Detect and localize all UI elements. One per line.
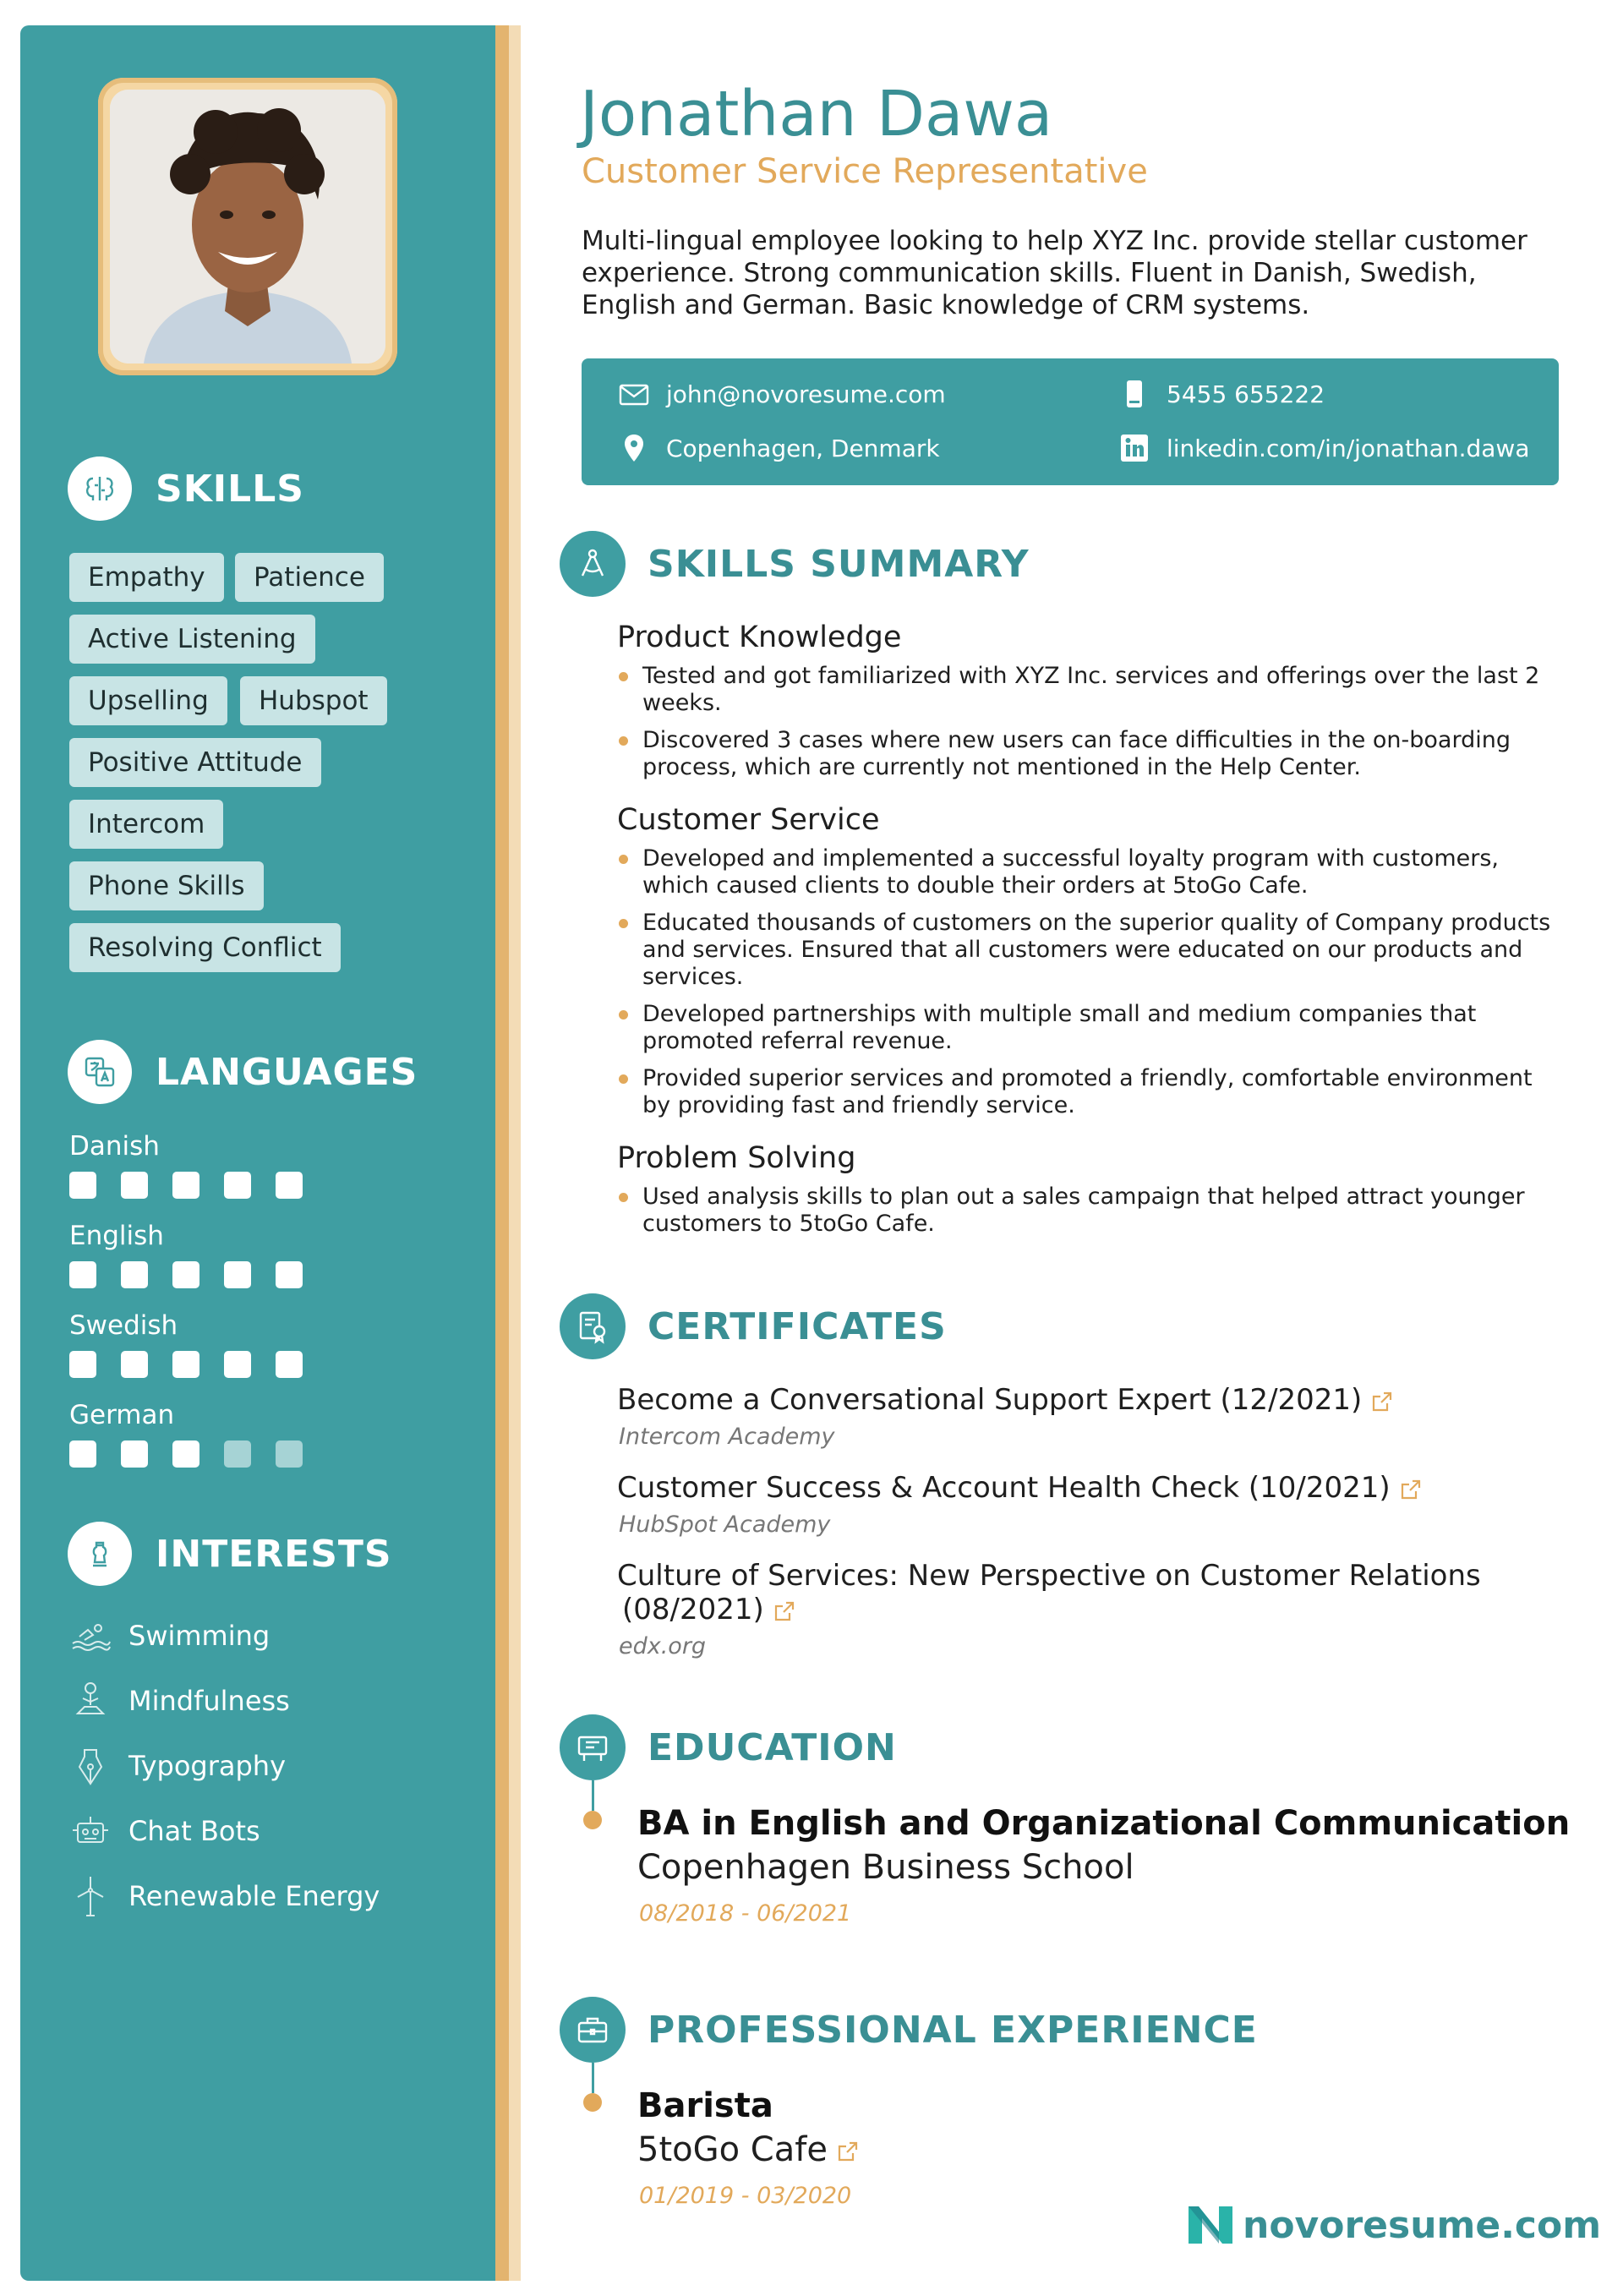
bullet-item: Discovered 3 cases where new users can face difficulties in the on-boarding process, which are currently not mentioned in the Help Center. <box>642 727 1564 781</box>
interest-label: Mindfulness <box>128 1685 290 1717</box>
profile-photo <box>110 90 385 364</box>
linkedin-icon <box>1118 431 1151 465</box>
level-dot <box>224 1261 251 1288</box>
language-name: German <box>69 1400 175 1430</box>
company-name-text[interactable]: 5toGo Cafe <box>637 2130 828 2169</box>
experience-heading <box>560 1997 1258 2063</box>
level-dot <box>276 1172 303 1199</box>
degree-title: BA in English and Organizational Communication <box>637 1804 1571 1843</box>
certificate-title[interactable] <box>617 1383 1394 1417</box>
level-dot <box>121 1261 148 1288</box>
job-title: Customer Service Representative <box>582 152 1148 191</box>
contact-linkedin[interactable] <box>1118 431 1529 465</box>
level-dot <box>172 1261 199 1288</box>
level-dot <box>276 1351 303 1378</box>
candidate-name: Jonathan Dawa <box>580 78 1053 150</box>
timeline-dot <box>583 2093 602 2112</box>
skills-title: SKILLS <box>156 467 304 511</box>
brand-text[interactable]: novoresume.com <box>1243 2203 1602 2247</box>
interest-item <box>68 1873 380 1919</box>
bullet-item: Tested and got familiarized with XYZ Inc. services and offerings over the last 2 weeks. <box>642 663 1564 717</box>
bullet-item: Provided superior services and promoted a friendly, comfortable environment by providing fast and friendly service. <box>642 1065 1564 1119</box>
language-name: English <box>69 1221 164 1251</box>
skill-chip: Empathy <box>69 553 224 602</box>
certificate-title-text[interactable]: Culture of Services: New Perspective on Customer Relations <box>617 1559 1481 1593</box>
certificate-issuer: edx.org <box>619 1633 707 1659</box>
interests-heading <box>68 1522 392 1586</box>
certificate-title-text[interactable]: (08/2021) <box>622 1593 764 1626</box>
brand-logo[interactable] <box>1185 2203 1601 2247</box>
location-text: Copenhagen, Denmark <box>666 434 940 462</box>
language-level-german <box>69 1440 327 1468</box>
skills-summary-heading <box>560 531 1030 597</box>
certificate-title-text[interactable]: Customer Success & Account Health Check (10/2021) <box>617 1471 1391 1505</box>
compass-icon <box>560 531 626 597</box>
position-title: Barista <box>637 2086 773 2125</box>
skill-chip: Patience <box>235 553 384 602</box>
skill-chip: Active Listening <box>69 615 315 664</box>
interest-item <box>68 1678 290 1724</box>
language-level-danish <box>69 1172 327 1199</box>
external-link-icon[interactable] <box>836 2140 860 2163</box>
external-link-icon[interactable] <box>1370 1390 1394 1413</box>
level-dot <box>224 1172 251 1199</box>
interest-item <box>68 1743 286 1789</box>
skill-group-heading: Problem Solving <box>617 1141 856 1175</box>
phone-icon <box>1118 377 1151 411</box>
briefcase-icon <box>560 1997 626 2063</box>
sidebar-accent-stripe-light <box>509 25 521 2281</box>
level-dot <box>69 1172 96 1199</box>
experience-dates: 01/2019 - 03/2020 <box>639 2183 852 2209</box>
pen-nib-icon <box>68 1743 113 1789</box>
bullet-item: Developed and implemented a successful loyalty program with customers, which caused clients to double their orders at 5toGo Cafe. <box>642 845 1564 899</box>
contact-phone[interactable] <box>1118 377 1325 411</box>
company-name[interactable] <box>637 2130 860 2169</box>
skill-chip: Hubspot <box>240 676 387 725</box>
level-dot <box>172 1172 199 1199</box>
level-dot <box>224 1351 251 1378</box>
interest-item <box>68 1613 270 1659</box>
interest-label: Renewable Energy <box>128 1880 380 1912</box>
interest-label: Chat Bots <box>128 1815 260 1847</box>
certificate-issuer: HubSpot Academy <box>619 1512 831 1538</box>
novoresume-logo-icon <box>1185 2203 1236 2247</box>
languages-translate-icon <box>68 1040 132 1104</box>
level-dot <box>276 1261 303 1288</box>
linkedin-text[interactable]: linkedin.com/in/jonathan.dawa <box>1167 434 1530 462</box>
contact-location <box>617 431 940 465</box>
timeline-line <box>592 1780 594 1811</box>
languages-title: LANGUAGES <box>156 1050 418 1094</box>
education-title: EDUCATION <box>648 1725 897 1769</box>
skill-chip: Intercom <box>69 800 223 849</box>
languages-heading <box>68 1040 418 1104</box>
profile-photo-frame <box>98 78 397 375</box>
level-dot-empty <box>224 1440 251 1468</box>
level-dot-empty <box>276 1440 303 1468</box>
profile-summary: Multi-lingual employee looking to help XYZ Inc. provide stellar customer experience. Strong communication skills. Fluent in Danish, Swedish, English and German. Basic knowledge of CRM systems. <box>582 226 1527 320</box>
level-dot <box>69 1261 96 1288</box>
skills-summary-title: SKILLS SUMMARY <box>648 542 1030 586</box>
contact-panel <box>582 358 1559 485</box>
skill-chip: Positive Attitude <box>69 738 321 787</box>
level-dot <box>121 1440 148 1468</box>
certificate-title[interactable] <box>617 1471 1423 1505</box>
certificates-heading <box>560 1293 947 1359</box>
language-name: Danish <box>69 1131 160 1162</box>
education-heading <box>560 1714 897 1780</box>
education-dates: 08/2018 - 06/2021 <box>639 1900 852 1927</box>
graduation-icon <box>560 1714 626 1780</box>
wind-turbine-icon <box>68 1873 113 1919</box>
interest-label: Typography <box>128 1750 286 1782</box>
swimming-icon <box>68 1613 113 1659</box>
certificate-icon <box>560 1293 626 1359</box>
interest-item <box>68 1808 260 1854</box>
bullet-item: Educated thousands of customers on the superior quality of Company products and services. Ensured that all customers were educated on our products and services. <box>642 910 1564 991</box>
level-dot <box>172 1440 199 1468</box>
level-dot <box>172 1351 199 1378</box>
certificate-issuer: Intercom Academy <box>619 1424 835 1450</box>
interests-chess-icon <box>68 1522 132 1586</box>
level-dot <box>121 1172 148 1199</box>
envelope-icon <box>617 377 651 411</box>
meditation-icon <box>68 1678 113 1724</box>
skills-heading <box>68 456 304 521</box>
skill-chip: Resolving Conflict <box>69 923 341 972</box>
interest-label: Swimming <box>128 1620 270 1652</box>
email-text[interactable]: john@novoresume.com <box>666 380 946 408</box>
language-name: Swedish <box>69 1310 178 1341</box>
level-dot <box>69 1351 96 1378</box>
school-name: Copenhagen Business School <box>637 1848 1134 1887</box>
certificate-title-text[interactable]: Become a Conversational Support Expert (12/2021) <box>617 1383 1363 1417</box>
language-level-english <box>69 1261 327 1288</box>
experience-title: PROFESSIONAL EXPERIENCE <box>648 2008 1258 2052</box>
skill-group-heading: Product Knowledge <box>617 620 902 654</box>
timeline-dot <box>583 1811 602 1829</box>
skills-brain-icon <box>68 456 132 521</box>
sidebar-accent-stripe <box>495 25 509 2281</box>
location-pin-icon <box>617 431 651 465</box>
level-dot <box>121 1351 148 1378</box>
skill-group-heading: Customer Service <box>617 803 880 837</box>
robot-icon <box>68 1808 113 1854</box>
language-level-swedish <box>69 1351 327 1378</box>
certificate-title[interactable] <box>617 1559 1481 1626</box>
bullet-item: Developed partnerships with multiple small and medium companies that promoted referral revenue. <box>642 1001 1564 1055</box>
level-dot <box>69 1440 96 1468</box>
certificates-title: CERTIFICATES <box>648 1304 947 1348</box>
bullet-item: Used analysis skills to plan out a sales campaign that helped attract younger customers to 5toGo Cafe. <box>642 1184 1564 1238</box>
phone-text[interactable]: 5455 655222 <box>1167 380 1325 408</box>
skill-chip: Upselling <box>69 676 227 725</box>
contact-email[interactable] <box>617 377 946 411</box>
skill-chip: Phone Skills <box>69 861 264 910</box>
interests-title: INTERESTS <box>156 1532 392 1576</box>
timeline-line <box>592 2063 594 2093</box>
external-link-icon[interactable] <box>773 1599 796 1623</box>
external-link-icon[interactable] <box>1399 1478 1423 1501</box>
